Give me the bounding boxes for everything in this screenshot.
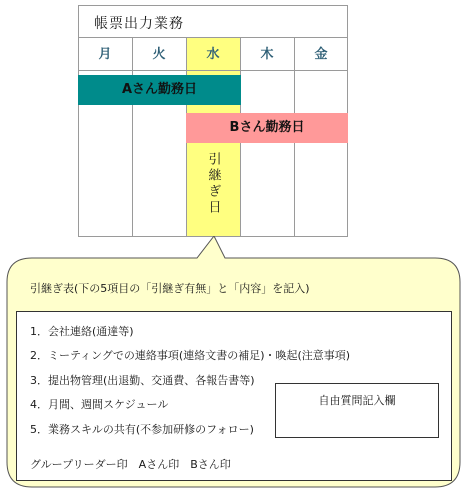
handover-day-label: 引継ぎ日: [205, 152, 221, 216]
day-thu: 木: [260, 47, 274, 62]
signature-line: グループリーダー印 Aさん印 Bさん印: [30, 458, 231, 471]
schedule-title: 帳票出力業務: [94, 16, 184, 32]
shift-b-bar: Bさん勤務日: [186, 113, 348, 143]
handover-item-4: 4．月間、週間スケジュール: [30, 398, 169, 411]
callout-heading: 引継ぎ表(下の5項目の「引継ぎ有無」と「内容」を記入): [30, 282, 310, 295]
handover-item-3: 3．提出物管理(出退勤、交通費、各報告書等): [30, 374, 255, 387]
day-tue: 火: [152, 47, 166, 62]
day-fri: 金: [314, 47, 328, 62]
shift-a-bar: Aさん勤務日: [78, 75, 241, 105]
day-wed: 水: [206, 47, 220, 62]
handover-item-5: 5．業務スキルの共有(不参加研修のフォロー): [30, 423, 254, 436]
grid-line-title: [78, 37, 348, 38]
handover-item-2: 2．ミーティングでの連絡事項(連絡文書の補足)・喚起(注意事項): [30, 349, 351, 362]
free-question-box: 自由質問記入欄: [275, 383, 439, 438]
day-mon: 月: [98, 47, 112, 62]
grid-line-header: [78, 70, 348, 71]
handover-item-1: 1．会社連絡(通達等): [30, 325, 134, 338]
